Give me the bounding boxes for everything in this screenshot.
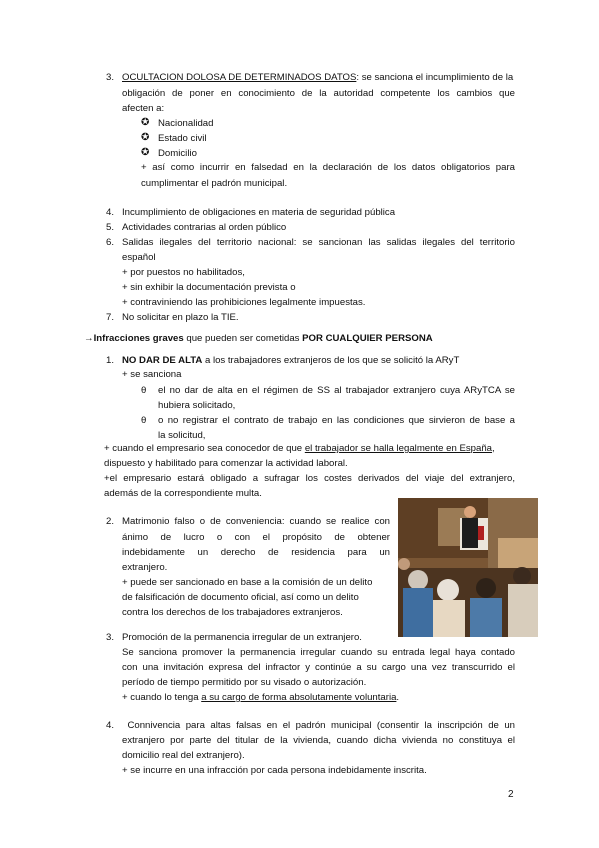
- theta-bullet-icon: θ: [141, 385, 147, 396]
- g2-line: de falsificación de documento oficial, así como un delito: [122, 592, 359, 603]
- heading-text: que pueden ser cometidas: [183, 333, 303, 344]
- flower-bullet-icon: ✪: [141, 117, 150, 128]
- g1-sub: el no dar de alta en el régimen de SS al trabajador extranjero cuya ARyTCA se: [158, 385, 515, 396]
- item-number: 7.: [106, 312, 115, 323]
- item-number: 4.: [106, 720, 115, 731]
- section-heading: [84, 331, 433, 347]
- bullet-item: Nacionalidad: [158, 118, 214, 129]
- item3-extra2: cumplimentar el padrón municipal.: [141, 178, 288, 189]
- list-item: Salidas ilegales del territorio nacional: se sancionan las salidas ilegales del territorio: [122, 237, 515, 248]
- list-item: Incumplimiento de obligaciones en materia de seguridad pública: [122, 207, 396, 218]
- item3-line1: [122, 70, 515, 86]
- list-item: No solicitar en plazo la TIE.: [122, 312, 239, 323]
- audience-photo: [398, 498, 538, 637]
- g1-sub: la solicitud,: [158, 430, 206, 441]
- g1-sub: hubiera solicitado,: [158, 400, 236, 411]
- item-number: 4.: [106, 207, 115, 218]
- heading-bold: POR CUALQUIER PERSONA: [302, 333, 433, 344]
- list-item: Actividades contrarias al orden público: [122, 222, 287, 233]
- g1-sanciona: + se sanciona: [122, 369, 182, 380]
- g3-line: período de tiempo permitido por su visado o autorización.: [122, 677, 367, 688]
- g4-line: domicilio real del extranjero).: [122, 750, 245, 761]
- item6-cont: español: [122, 252, 156, 263]
- item-number: 3.: [106, 72, 115, 83]
- g2-line: extranjero.: [122, 562, 168, 573]
- item-number: 3.: [106, 632, 115, 643]
- item6-sub: + por puestos no habilitados,: [122, 267, 245, 278]
- text: + cuando lo tenga: [122, 692, 202, 703]
- g1-para2: +el empresario estará obligado a sufragar los costes derivados del viaje del extranjero,: [104, 473, 515, 484]
- item-number: 5.: [106, 222, 115, 233]
- item6-sub: + contraviniendo las prohibiciones legalmente impuestas.: [122, 297, 366, 308]
- page-number: 2: [508, 789, 514, 800]
- text: ,: [492, 443, 495, 454]
- bullet-item: Domicilio: [158, 148, 197, 159]
- g3-line4: [122, 690, 399, 706]
- g1-bold: NO DAR DE ALTA: [122, 355, 203, 366]
- g4-line: Connivencia para altas falsas en el padrón municipal (consentir la inscripción de un: [122, 720, 515, 731]
- item3-text: : se sanciona el incumplimiento de la: [356, 72, 514, 83]
- g2-line: ánimo de lucro o con el propósito de obtener: [122, 532, 390, 543]
- item3-line3: afecten a:: [122, 103, 165, 114]
- g1-para2b: además de la correspondiente multa.: [104, 488, 262, 499]
- item3-title: OCULTACION DOLOSA DE DETERMINADOS DATOS: [122, 72, 357, 83]
- text: + cuando el empresario sea conocedor de que: [104, 443, 305, 454]
- g1-sub: o no registrar el contrato de trabajo en las condiciones que sirvieron de base a: [158, 415, 515, 426]
- item-number: 2.: [106, 516, 115, 527]
- g4-line: extranjero por parte del titular de la vivienda, cuando dicha vivienda no constituya el: [122, 735, 515, 746]
- g3-line: Se sanciona promover la permanencia irregular cuando su entrada legal haya contado: [122, 647, 515, 658]
- item3-extra1: + así como incurrir en falsedad en la declaración de los datos obligatorios para: [141, 162, 515, 173]
- item-number: 1.: [106, 355, 115, 366]
- heading-bold: Infracciones graves: [93, 333, 184, 344]
- g3-line: con una invitación expresa del infractor y continúe a su cargo una vez transcurrido el: [122, 662, 515, 673]
- flower-bullet-icon: ✪: [141, 147, 150, 158]
- g4-line: + se incurre en una infracción por cada persona indebidamente inscrita.: [122, 765, 427, 776]
- bullet-item: Estado civil: [158, 133, 207, 144]
- g2-line: contra los derechos de los trabajadores extranjeros.: [122, 607, 343, 618]
- g1-rest: a los trabajadores extranjeros de los que se solicitó la ARyT: [202, 355, 460, 366]
- arrow-icon: →: [84, 333, 94, 344]
- flower-bullet-icon: ✪: [141, 132, 150, 143]
- underlined-text: a su cargo de forma absolutamente voluntaria: [201, 692, 397, 703]
- theta-bullet-icon: θ: [141, 415, 147, 426]
- item3-line2: obligación de poner en conocimiento de la autoridad competente los cambios que: [122, 88, 515, 99]
- g2-line: indebidamente un derecho de residencia para un: [122, 547, 390, 558]
- item6-sub: + sin exhibir la documentación prevista o: [122, 282, 296, 293]
- g1-para1b: dispuesto y habilitado para comenzar la actividad laboral.: [104, 458, 348, 469]
- g2-line: + puede ser sancionado en base a la comisión de un delito: [122, 577, 373, 588]
- g2-line: Matrimonio falso o de conveniencia: cuando se realice con: [122, 516, 390, 527]
- text: .: [396, 692, 400, 703]
- underlined-text: el trabajador se halla legalmente en España: [304, 443, 493, 454]
- g1-para1: [104, 441, 515, 457]
- item-number: 6.: [106, 237, 115, 248]
- g3-title: Promoción de la permanencia irregular de un extranjero.: [122, 632, 362, 643]
